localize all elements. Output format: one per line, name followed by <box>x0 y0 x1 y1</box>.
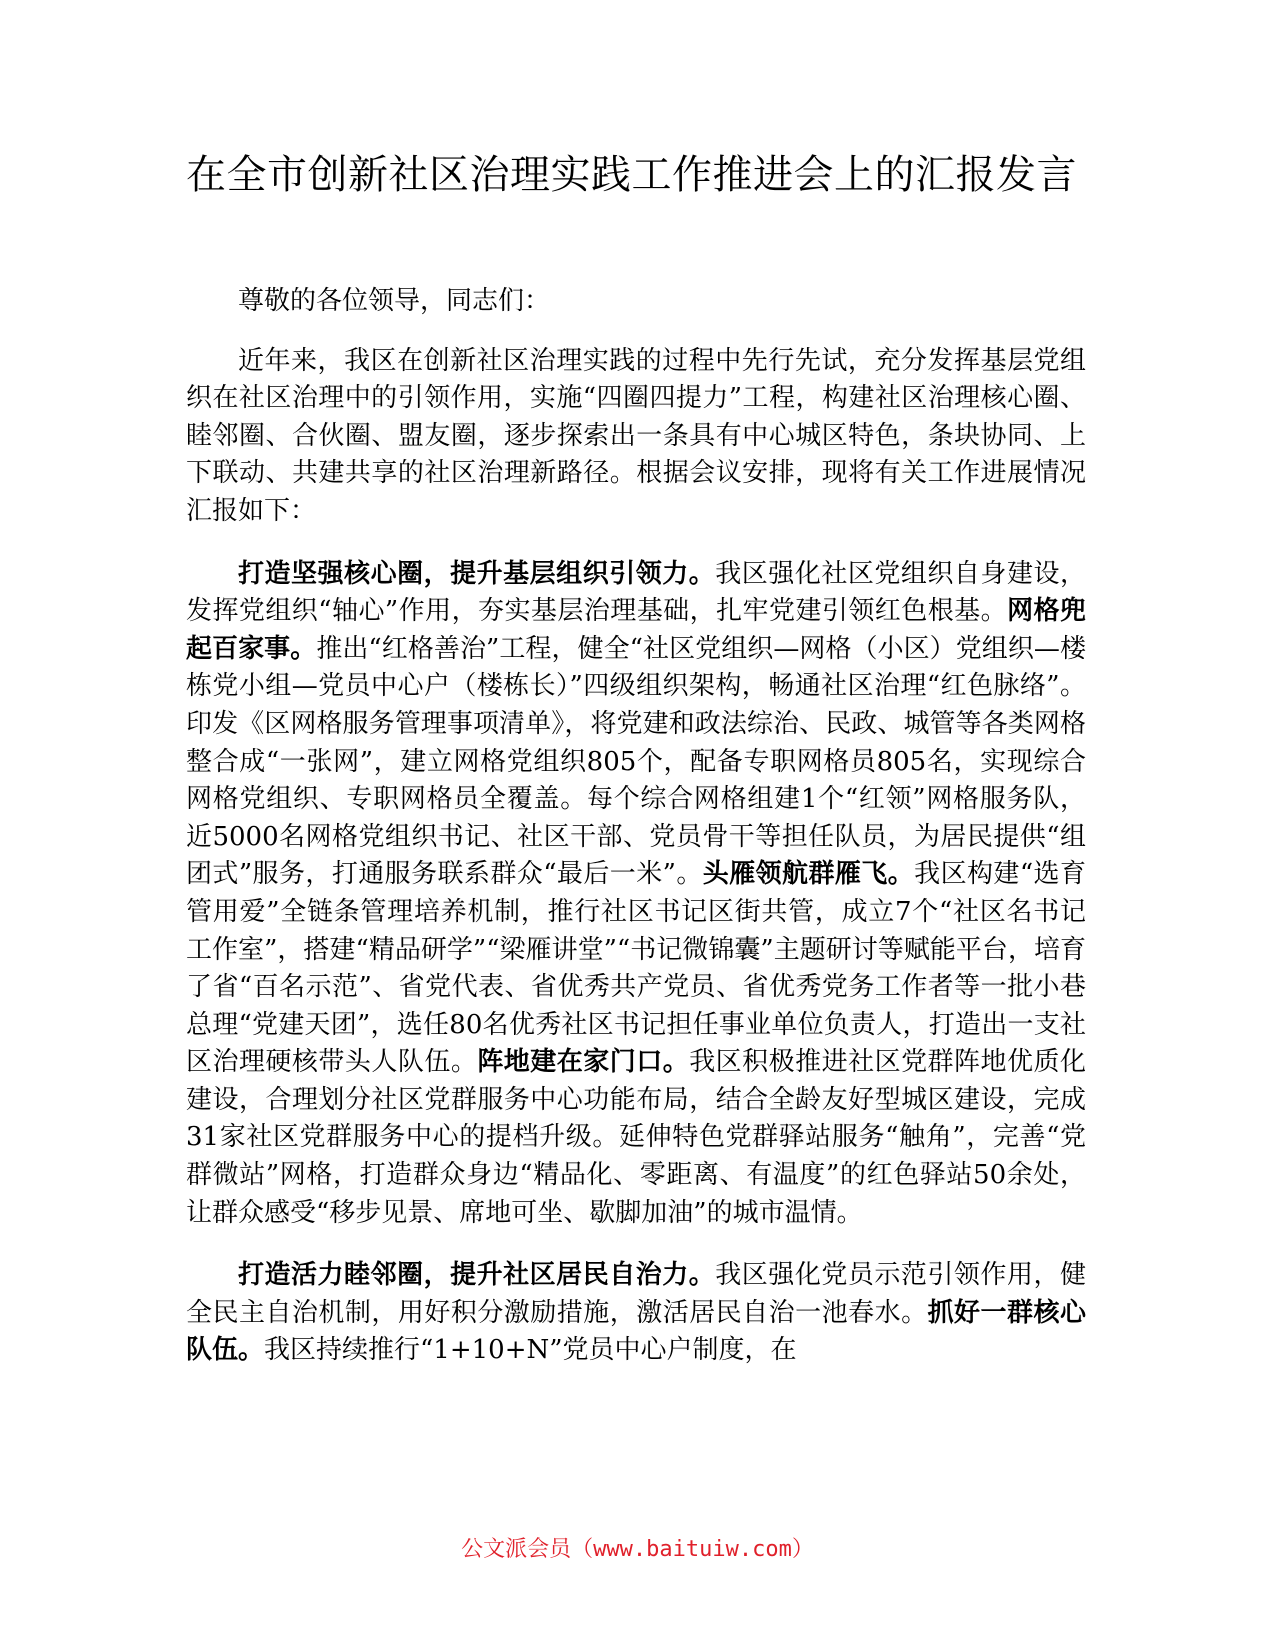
section1-subheading-leaders: 头雁领航群雁飞。 <box>702 859 915 890</box>
greeting-paragraph: 尊敬的各位领导，同志们： <box>238 286 551 316</box>
section2-heading: 打造活力睦邻圈，提升社区居民自治力。 <box>238 1260 716 1291</box>
intro-paragraph: 近年来，我区在创新社区治理实践的过程中先行先试，充分发挥基层党组织在社区治理中的引领作用，实施“四圈四提力”工程，构建社区治理核心圈、睦邻圈、合伙圈、盟友圈，逐步探索出一条具有中心城区特色，条块协同、上下联动、共建共享的社区治理新路径。根据会议安排，现将有关工作进展情况汇报如下： <box>186 345 1086 526</box>
section1-subheading-stations: 阵地建在家门口。 <box>477 1047 690 1078</box>
section1-subheading-grid: 网格兜起百家事。 <box>186 596 1086 664</box>
section1-stations-text: 我区积极推进社区党群阵地优质化建设，合理划分社区党群服务中心功能布局，结合全龄友好型城区建设，完成31家社区党群服务中心的提档升级。延伸特色党群驿站服务“触角”，完善“党群微站”网格，打造群众身边“精品化、零距离、有温度”的红色驿站50余处，让群众感受“移步见景、席地可坐、歇脚加油”的城市温情。 <box>186 1047 1086 1228</box>
document-body <box>186 283 1086 1370</box>
footer-watermark <box>0 1532 1275 1563</box>
section1-paragraph <box>186 556 1086 1233</box>
section2-team-text: 我区持续推行“1+10+N”党员中心户制度，在 <box>264 1335 797 1366</box>
section1-text: 我区强化社区党组织自身建设，发挥党组织“轴心”作用，夯实基层治理基础，扎牢党建引领红色根基。 <box>186 558 1086 627</box>
section1-grid-text: 推出“红格善治”工程，健全“社区党组织—网格（小区）党组织—楼栋党小组—党员中心户（楼栋长）”四级组织架构，畅通社区治理“红色脉络”。印发《区网格服务管理事项清单》，将党建和政法综治、民政、城管等各类网格整合成“一张网”，建立网格党组织805个，配备专职网格员805名，实现综合网格党组织、专职网格员全覆盖。每个综合网格组建1个“红领”网格服务队，近5000名网格党组织书记、社区干部、党员骨干等担任队员，为居民提供“组团式”服务，打通服务联系群众“最后一米”。 <box>186 633 1086 890</box>
section2-subheading-team: 抓好一群核心队伍。 <box>186 1297 1086 1366</box>
footer-url: （www.baituiw.com） <box>571 1537 814 1562</box>
section2-text: 我区强化党员示范引领作用，健全民主自治机制，用好积分激励措施，激活居民自治一池春水。 <box>186 1260 1086 1328</box>
document-title: 在全市创新社区治理实践工作推进会上的汇报发言 <box>186 152 1077 198</box>
footer-brand: 公文派会员 <box>461 1537 572 1562</box>
section1-heading: 打造坚强核心圈，提升基层组织引领力。 <box>238 558 716 589</box>
section2-paragraph <box>186 1257 1086 1370</box>
section1-leaders-text: 我区构建“选育管用爱”全链条管理培养机制，推行社区书记区街共管，成立7个“社区名书记工作室”，搭建“精品研学”“梁雁讲堂”“书记微锦囊”主题研讨等赋能平台，培育了省“百名示范”、省党代表、省优秀共产党员、省优秀党务工作者等一批小巷总理“党建天团”，选任80名优秀社区书记担任事业单位负责人，打造出一支社区治理硬核带头人队伍。 <box>186 859 1086 1078</box>
